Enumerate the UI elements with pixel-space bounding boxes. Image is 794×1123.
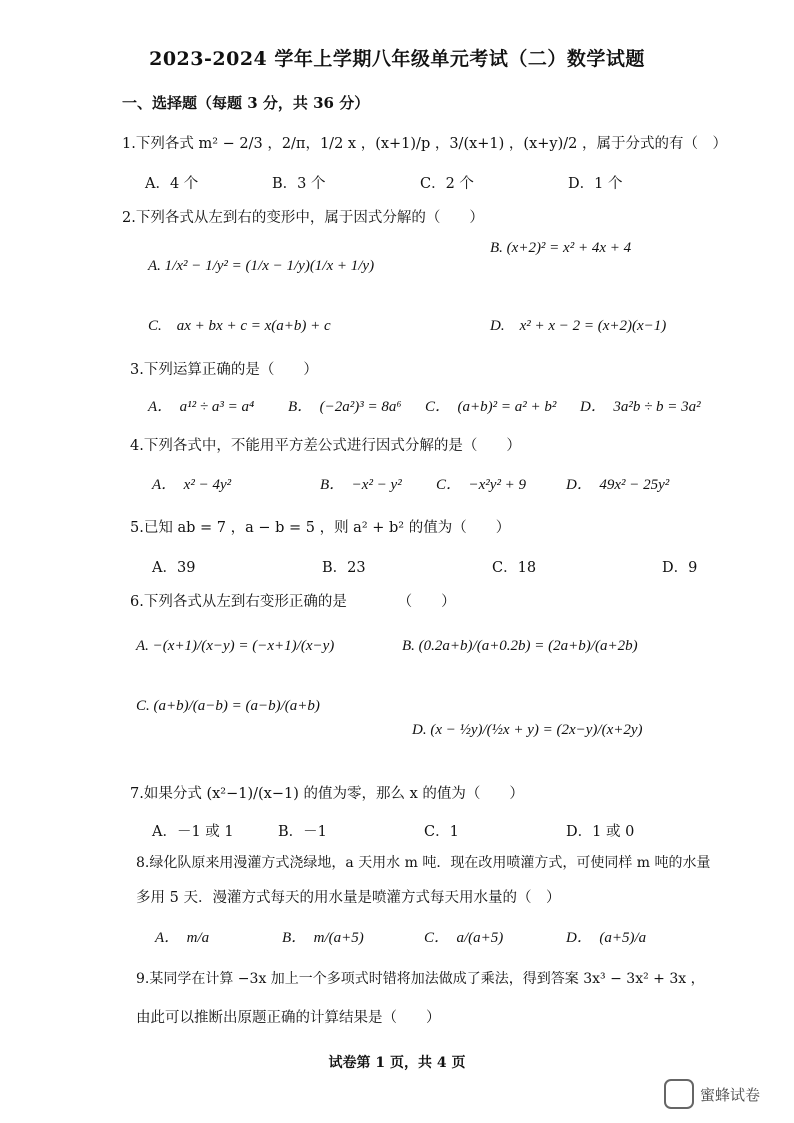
q4-option-d: D． 49x² − 25y² xyxy=(566,477,670,493)
q5-option-a: A．39 xyxy=(152,560,196,576)
q1-option-d: D．1 个 xyxy=(568,176,623,192)
q2-option-b: B. (x+2)² = x² + 4x + 4 xyxy=(490,240,632,256)
q7-option-d: D．1 或 0 xyxy=(566,824,635,840)
question-3-stem: 3.下列运算正确的是（ ） xyxy=(130,362,318,378)
page-footer: 试卷第 1 页，共 4 页 xyxy=(328,1055,466,1071)
question-2-stem: 2.下列各式从左到右的变形中，属于因式分解的（ ） xyxy=(122,210,484,226)
q5-option-b: B．23 xyxy=(322,560,366,576)
question-4-stem: 4.下列各式中，不能用平方差公式进行因式分解的是（ ） xyxy=(130,438,521,454)
q6-option-b: B. (0.2a+b)/(a+0.2b) = (2a+b)/(a+2b) xyxy=(402,638,638,654)
question-8-line-1: 8.绿化队原来用漫灌方式浇绿地，a 天用水 m 吨．现在改用喷灌方式，可使同样 m 吨的水量 xyxy=(136,855,711,871)
q6-option-a: A. −(x+1)/(x−y) = (−x+1)/(x−y) xyxy=(136,638,335,654)
q4-option-c: C． −x²y² + 9 xyxy=(436,477,527,493)
page-title: 2023-2024 学年上学期八年级单元考试（二）数学试题 xyxy=(149,48,645,70)
q4-option-b: B． −x² − y² xyxy=(320,477,402,493)
q2-option-c: C. ax + bx + c = x(a+b) + c xyxy=(148,318,331,334)
q3-option-c: C． (a+b)² = a² + b² xyxy=(425,399,557,415)
q1-option-c: C．2 个 xyxy=(420,176,474,192)
q7-option-b: B．－1 xyxy=(278,824,327,840)
q7-option-a: A．－1 或 1 xyxy=(152,824,234,840)
question-9-line-2: 由此可以推断出原题正确的计算结果是（ ） xyxy=(136,1010,441,1026)
q5-option-d: D．9 xyxy=(662,560,698,576)
q1-option-a: A．4 个 xyxy=(145,176,199,192)
q4-option-a: A． x² − 4y² xyxy=(152,477,232,493)
q1-option-b: B．3 个 xyxy=(272,176,326,192)
watermark-text: 蜜蜂试卷 xyxy=(700,1085,761,1104)
q6-option-d: D. (x − ½y)/(½x + y) = (2x−y)/(x+2y) xyxy=(412,722,643,738)
q5-option-c: C．18 xyxy=(492,560,537,576)
section-heading: 一、选择题（每题 3 分，共 36 分） xyxy=(122,94,370,112)
question-9-line-1: 9.某同学在计算 −3x 加上一个多项式时错将加法做成了乘法，得到答案 3x³ − 3x² + 3x ， xyxy=(136,971,705,987)
q8-option-c: C． a/(a+5) xyxy=(424,930,504,946)
q8-option-d: D． (a+5)/a xyxy=(566,930,647,946)
q2-option-d: D. x² + x − 2 = (x+2)(x−1) xyxy=(490,318,667,334)
question-8-line-2: 多用 5 天．漫灌方式每天的用水量是喷灌方式每天用水量的（ ） xyxy=(136,890,561,906)
q7-option-c: C．1 xyxy=(424,824,459,840)
q2-option-a: A. 1/x² − 1/y² = (1/x − 1/y)(1/x + 1/y) xyxy=(148,258,375,274)
q3-option-a: A． a¹² ÷ a³ = a⁴ xyxy=(148,399,255,415)
watermark-logo-icon xyxy=(664,1079,694,1109)
q3-option-b: B． (−2a²)³ = 8a⁶ xyxy=(288,399,402,415)
question-5-stem: 5.已知 ab = 7 ，a − b = 5 ，则 a² + b² 的值为（ ） xyxy=(130,520,511,536)
question-1-stem: 1.下列各式 m² − 2/3 ，2/π，1/2 x ，(x+1)/p ，3/(x+1) ，(x+y)/2 ，属于分式的有（ ） xyxy=(122,136,727,152)
question-6-stem: 6.下列各式从左到右变形正确的是 （ ） xyxy=(130,594,456,610)
q3-option-d: D． 3a²b ÷ b = 3a² xyxy=(580,399,701,415)
question-7-stem: 7.如果分式 (x²−1)/(x−1) 的值为零，那么 x 的值为（ ） xyxy=(130,786,524,802)
q8-option-a: A． m/a xyxy=(155,930,210,946)
q8-option-b: B． m/(a+5) xyxy=(282,930,364,946)
watermark xyxy=(664,1079,760,1109)
q6-option-c: C. (a+b)/(a−b) = (a−b)/(a+b) xyxy=(136,698,320,714)
